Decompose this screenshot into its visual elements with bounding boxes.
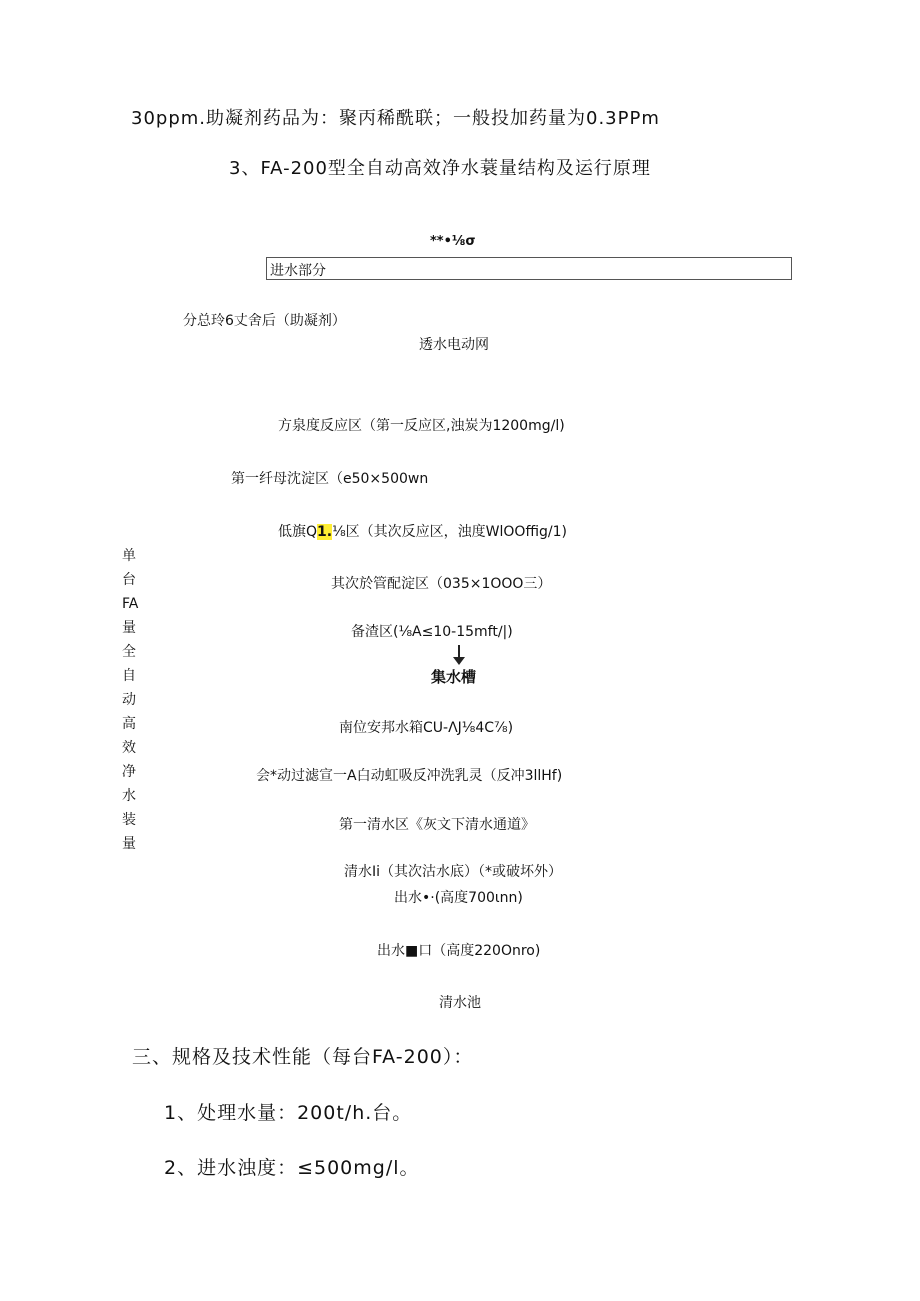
side-char: 装 [122,812,136,828]
side-char: 单 [122,548,136,564]
step-screen: 透水电动网 [419,337,489,353]
step-sludge-zone: 备渣区(⅛A≤10-15mft∕|) [351,624,513,640]
step-settling-2: 其次於管配淀区（035×1OOO三） [331,576,552,592]
side-char: 水 [122,788,136,804]
side-char: 台 [122,572,136,588]
step-clear-2: 清水Ii（其次沽水底）（*或破坏外） [344,864,563,880]
step-outlet-2: 出水■口（高度220Onro) [377,943,541,959]
water-inlet-label: 进水部分 [270,263,326,279]
step-coagulant: 分总玲6丈舍后（助凝剂） [183,313,346,329]
side-char: 量 [122,620,136,636]
step-collector: 集水槽 [431,668,477,686]
side-char: 自 [122,668,136,684]
spec-item-1: 1、处理水量：200t∕h.台。 [164,1102,413,1124]
spec-item-2: 2、进水浊度：≤500mg∕l。 [164,1157,420,1179]
step-reaction-2-mid: ⅛区 [332,524,360,540]
side-char: 量 [122,836,136,852]
step-reaction-1: 方泉度反应区（第一反应区,浊炭为1200mg∕l) [278,418,565,434]
water-inlet-box [266,257,792,280]
header-line-2: 3、FA-200型全自动高效净水蓑量结构及运行原理 [229,158,651,179]
step-clear-pool: 清水池 [439,995,481,1011]
header-line-1: 30ppm.助凝剂药品为：聚丙稀酰联；一般投加药量为0.3PPm [131,108,660,129]
step-filter: 会*动过滤宣一A白动虹吸反冲洗乳灵（反冲3llHf) [256,768,563,784]
step-reaction-2-text: （其次反应区，浊度WlOOffig/1) [359,524,567,540]
step-outlet-1: 出水•·(高度700ιnn) [394,890,523,906]
side-char: FA [122,596,139,612]
down-arrow-head-icon [453,657,465,665]
step-reaction-2 [278,521,567,541]
side-char: 净 [122,764,136,780]
step-tank: 南位安邦水箱CU-ΛJ⅛4C⅞) [339,720,514,736]
step-reaction-2-prefix: 低旗Q [278,524,318,540]
side-char: 全 [122,644,136,660]
step-reaction-2-highlight: 1. [317,524,333,540]
step-clear-1: 第一清水区《灰文下清水通道》 [339,817,535,833]
side-char: 动 [122,692,136,708]
step-settling-1: 第一纤母沈淀区（e50×500wn [231,471,429,487]
side-char: 效 [122,740,136,756]
section-title: 三、规格及技术性能（每台FA-200）： [132,1046,474,1068]
side-char: 高 [122,716,136,732]
diagram-top-label: **•⅛σ [430,234,476,249]
side-vertical-label [122,544,144,856]
